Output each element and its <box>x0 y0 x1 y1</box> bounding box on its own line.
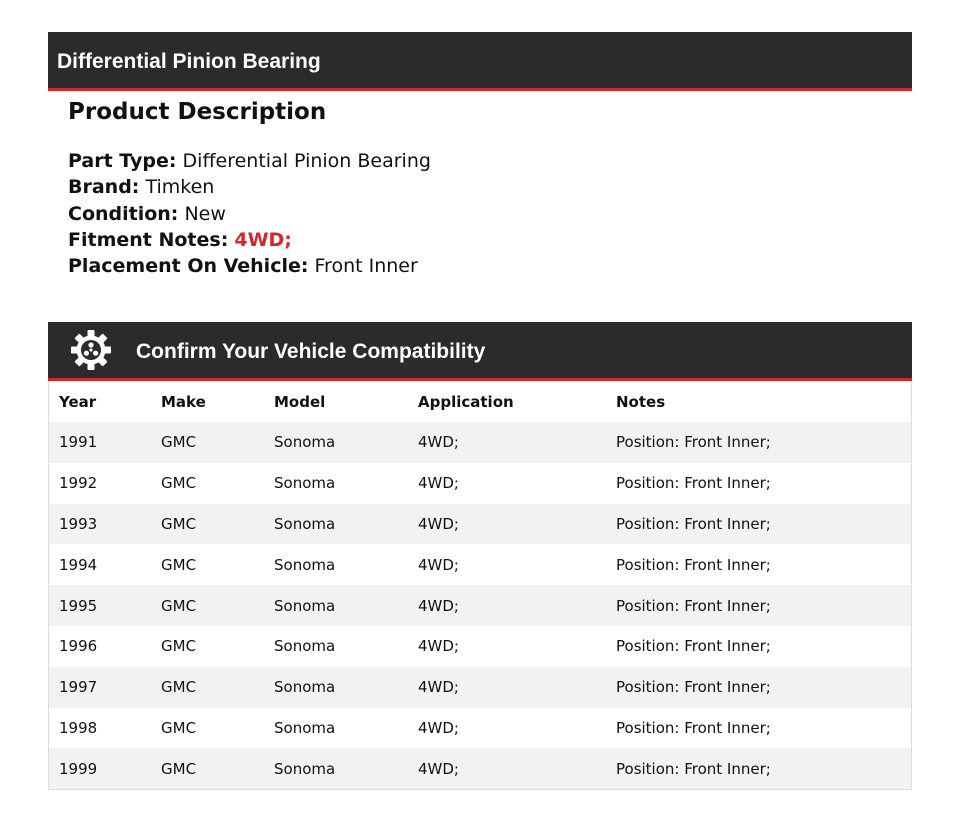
cell-notes: Position: Front Inner; <box>616 637 771 656</box>
cell-model: Sonoma <box>274 474 336 493</box>
cell-year: 1994 <box>59 555 98 574</box>
field-placement <box>68 253 888 279</box>
cell-application: 4WD; <box>418 555 459 574</box>
description-heading: Product Description <box>68 99 327 125</box>
cell-application: 4WD; <box>418 596 459 615</box>
cell-application: 4WD; <box>418 759 459 778</box>
table-row <box>49 504 911 545</box>
cell-make: GMC <box>161 596 197 615</box>
field-value: 4WD; <box>234 228 292 251</box>
field-value: Timken <box>145 176 215 199</box>
cell-make: GMC <box>161 555 197 574</box>
cell-notes: Position: Front Inner; <box>616 555 771 574</box>
compatibility-title: Confirm Your Vehicle Compatibility <box>136 340 486 363</box>
column-header-make: Make <box>161 392 206 411</box>
cell-make: GMC <box>161 759 197 778</box>
cell-model: Sonoma <box>274 718 336 737</box>
product-title-banner <box>48 32 912 91</box>
cell-notes: Position: Front Inner; <box>616 514 771 533</box>
cell-year: 1995 <box>59 596 98 615</box>
field-label: Part Type: <box>68 150 177 172</box>
cell-application: 4WD; <box>418 718 459 737</box>
cell-make: GMC <box>161 514 197 533</box>
cell-make: GMC <box>161 637 197 656</box>
cell-application: 4WD; <box>418 433 459 452</box>
cell-model: Sonoma <box>274 514 336 533</box>
field-value: New <box>184 202 226 225</box>
field-fitment-notes <box>68 227 888 253</box>
field-value: Front Inner <box>314 255 418 278</box>
cell-year: 1997 <box>59 678 98 697</box>
cell-notes: Position: Front Inner; <box>616 759 771 778</box>
compatibility-banner <box>48 322 912 381</box>
cell-model: Sonoma <box>274 759 336 778</box>
field-value: Differential Pinion Bearing <box>182 150 431 172</box>
table-row <box>49 626 911 667</box>
cell-application: 4WD; <box>418 637 459 656</box>
field-label: Brand: <box>68 176 140 199</box>
cell-model: Sonoma <box>274 678 336 697</box>
cell-year: 1992 <box>59 474 98 493</box>
cell-application: 4WD; <box>418 474 459 493</box>
cell-year: 1999 <box>59 759 98 778</box>
cell-make: GMC <box>161 433 197 452</box>
cell-make: GMC <box>161 474 197 493</box>
cell-model: Sonoma <box>274 433 336 452</box>
column-header-year: Year <box>59 392 97 411</box>
cell-make: GMC <box>161 718 197 737</box>
cell-notes: Position: Front Inner; <box>616 718 771 737</box>
cell-model: Sonoma <box>274 555 336 574</box>
cell-application: 4WD; <box>418 514 459 533</box>
cell-model: Sonoma <box>274 637 336 656</box>
cell-year: 1991 <box>59 433 98 452</box>
product-description <box>68 96 888 279</box>
table-header-row <box>49 381 911 422</box>
cell-application: 4WD; <box>418 678 459 697</box>
cell-notes: Position: Front Inner; <box>616 433 771 452</box>
table-row <box>49 708 911 749</box>
cell-year: 1996 <box>59 637 98 656</box>
cell-notes: Position: Front Inner; <box>616 596 771 615</box>
field-label: Fitment Notes: <box>68 228 229 251</box>
table-row <box>49 667 911 708</box>
column-header-model: Model <box>274 392 326 411</box>
cell-notes: Position: Front Inner; <box>616 474 771 493</box>
field-part-type <box>68 148 888 174</box>
cell-year: 1993 <box>59 514 98 533</box>
cell-year: 1998 <box>59 718 98 737</box>
column-header-application: Application <box>418 392 514 411</box>
table-row <box>49 422 911 463</box>
cell-notes: Position: Front Inner; <box>616 678 771 697</box>
table-row <box>49 748 911 789</box>
field-brand <box>68 174 888 200</box>
product-title: Differential Pinion Bearing <box>57 50 321 73</box>
cell-make: GMC <box>161 678 197 697</box>
compatibility-table <box>48 381 912 790</box>
cell-model: Sonoma <box>274 596 336 615</box>
gear-icon <box>70 329 112 371</box>
table-row <box>49 585 911 626</box>
table-row <box>49 544 911 585</box>
column-header-notes: Notes <box>616 392 666 411</box>
field-label: Condition: <box>68 202 179 225</box>
field-label: Placement On Vehicle: <box>68 255 309 278</box>
field-condition <box>68 201 888 227</box>
table-row <box>49 463 911 504</box>
